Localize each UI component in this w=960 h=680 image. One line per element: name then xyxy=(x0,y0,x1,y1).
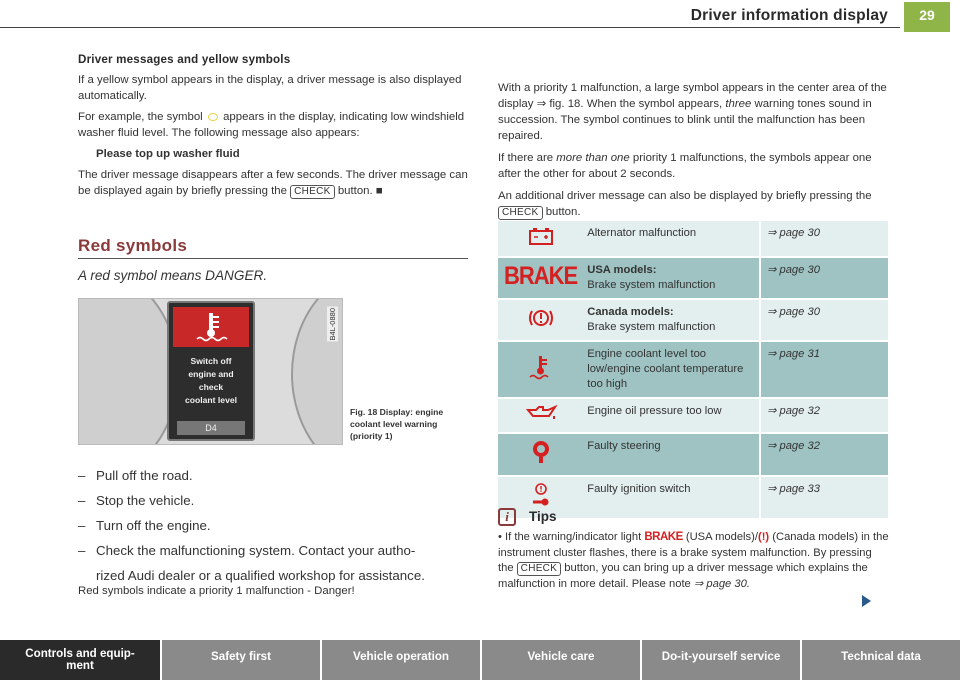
table-row xyxy=(498,299,888,341)
coolant-thermometer-icon xyxy=(498,341,581,398)
figure-caption: Fig. 18 Display: engine coolant level warning (priority 1) xyxy=(350,407,444,441)
paragraph: The driver message disappears after a few seconds. The driver message can be displayed again by briefly pressing the CHECK button. ■ xyxy=(78,169,468,197)
list-item: – Check the malfunctioning system. Contact your autho- rized Audi dealer or a qualified workshop for assistance. xyxy=(78,538,478,588)
brake-circle-inline-icon: (!) xyxy=(757,531,770,543)
figure-instrument-display xyxy=(78,298,343,445)
paragraph: An additional driver message can also be displayed by briefly pressing the CHECK button. xyxy=(498,190,872,218)
nav-tab-safety[interactable]: Safety first xyxy=(162,640,322,680)
display-screen xyxy=(167,301,255,441)
section-rule xyxy=(78,258,468,259)
steps-list xyxy=(78,463,478,588)
nav-tab-vehicle-operation[interactable]: Vehicle operation xyxy=(322,640,482,680)
page-reference: ⇒ page 31 xyxy=(760,341,888,398)
page-reference: ⇒ page 32 xyxy=(760,398,888,433)
left-intro xyxy=(78,52,470,199)
table-row xyxy=(498,398,888,433)
list-item: – Turn off the engine. xyxy=(78,513,478,538)
page-reference: ⇒ page 33 xyxy=(760,476,888,519)
table-cell: Engine coolant level too low/engine coolant temperature too high xyxy=(581,341,760,398)
table-cell: Faulty steering xyxy=(581,433,760,476)
info-icon: i xyxy=(498,508,516,526)
paragraph: If a yellow symbol appears in the display, a driver message is also displayed automatically. xyxy=(78,74,462,102)
table-cell: USA models: Brake system malfunction xyxy=(581,257,760,299)
nav-tab-controls[interactable]: Controls and equip- ment xyxy=(0,640,162,680)
section-subtitle: A red symbol means DANGER. xyxy=(78,268,268,283)
coolant-warning-icon xyxy=(173,307,249,347)
brake-inline-icon: BRAKE xyxy=(644,531,683,543)
list-item: – Pull off the road. xyxy=(78,463,478,488)
table-row xyxy=(498,221,888,257)
tips-heading: Tips xyxy=(529,509,557,524)
page-number: 29 xyxy=(904,2,950,29)
table-cell: Canada models: Brake system malfunction xyxy=(581,299,760,341)
figure-code: B4L-0880 xyxy=(328,308,337,341)
left-gauge xyxy=(78,298,179,445)
check-key-label: CHECK xyxy=(498,206,543,220)
page-reference: ⇒ page 30 xyxy=(760,221,888,257)
end-mark: ■ xyxy=(375,185,383,197)
red-symbols-table xyxy=(498,221,888,520)
table-row xyxy=(498,257,888,299)
table-row xyxy=(498,433,888,476)
nav-tab-technical-data[interactable]: Technical data xyxy=(802,640,960,680)
right-intro xyxy=(498,80,890,242)
page-header-title: Driver information display xyxy=(690,7,888,24)
table-row xyxy=(498,341,888,398)
bottom-navigation xyxy=(0,640,960,680)
gear-indicator: D4 xyxy=(177,421,245,435)
table-cell: Alternator malfunction xyxy=(581,221,760,257)
display-message: Switch off engine and check coolant level xyxy=(184,356,238,405)
brake-circle-icon xyxy=(498,299,581,341)
table-cell: Engine oil pressure too low xyxy=(581,398,760,433)
battery-icon xyxy=(498,221,581,257)
paragraph: If there are more than one priority 1 malfunctions, the symbols appear one after the other for about 2 seconds. xyxy=(498,152,872,180)
example-message: Please top up washer fluid xyxy=(96,148,240,160)
continue-arrow-icon xyxy=(862,595,871,607)
paragraph: With a priority 1 malfunction, a large symbol appears in the center area of the display ⇒ fig. 18. When the symbol appears, three warning tones sound in succession. The symbol continues to blink until the malfunction has been repaired. xyxy=(498,82,887,142)
page-reference: ⇒ page 30 xyxy=(760,257,888,299)
page-reference: ⇒ page 32 xyxy=(760,433,888,476)
list-item: – Stop the vehicle. xyxy=(78,488,478,513)
tips-body: • If the warning/indicator light BRAKE (USA models)/(!) (Canada models) in the instrument cluster flashes, there is a brake system malfunction. By pressing the CHECK button, you can bring up a driver message which explains the malfunction in more detail. Please note ⇒ page 30. xyxy=(498,531,889,590)
paragraph: For example, the symbol appears in the display, indicating low windshield washer fluid level. The following message also appears: xyxy=(78,111,465,139)
nav-tab-diy-service[interactable]: Do-it-yourself service xyxy=(642,640,802,680)
table-cell: Faulty ignition switch xyxy=(581,476,760,519)
header-rule xyxy=(0,27,900,28)
washer-fluid-icon xyxy=(208,113,218,121)
oil-can-icon xyxy=(498,398,581,433)
red-symbols-note: Red symbols indicate a priority 1 malfunction - Danger! xyxy=(78,585,355,597)
page-reference: ⇒ page 30 xyxy=(760,299,888,341)
brake-word-icon: BRAKE xyxy=(498,257,581,299)
steering-wheel-icon xyxy=(498,433,581,476)
section-heading-driver-messages: Driver messages and yellow symbols xyxy=(78,53,291,66)
check-key-label: CHECK xyxy=(517,562,562,576)
check-key-label: CHECK xyxy=(290,185,335,199)
section-title-red-symbols: Red symbols xyxy=(78,236,188,255)
nav-tab-vehicle-care[interactable]: Vehicle care xyxy=(482,640,642,680)
